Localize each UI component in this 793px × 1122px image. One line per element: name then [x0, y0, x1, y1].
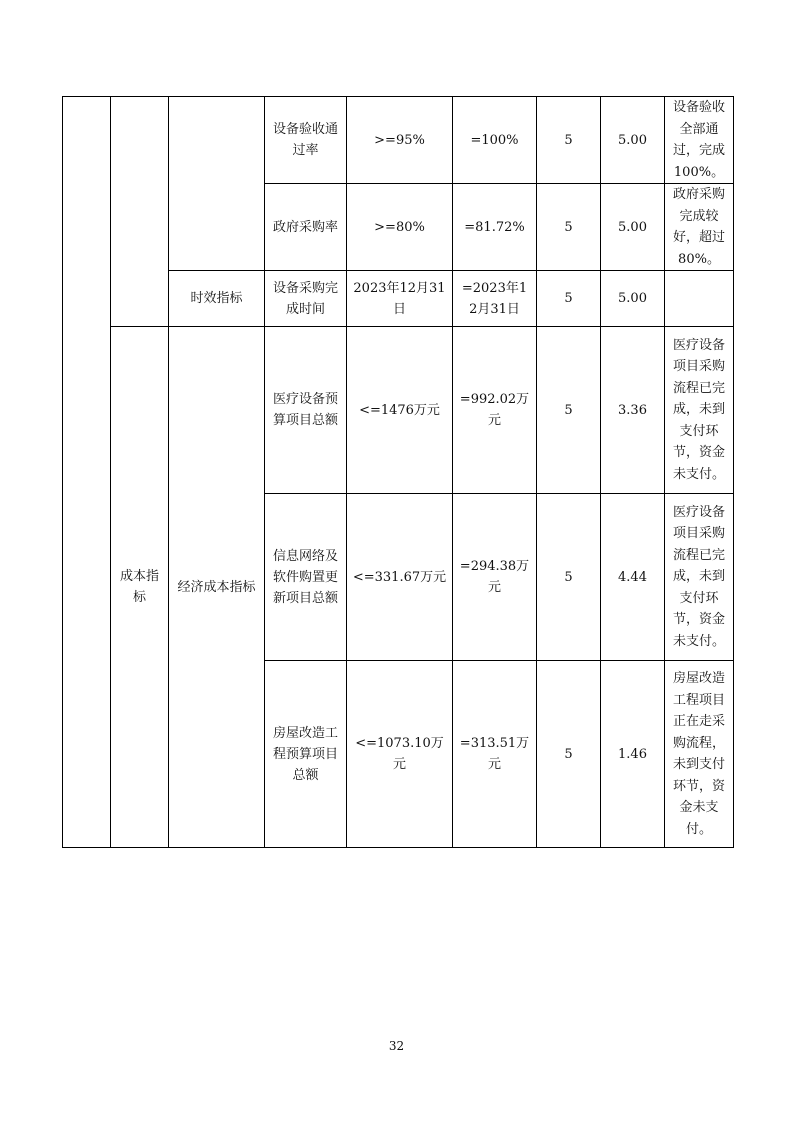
score-cell: 4.44	[601, 494, 665, 661]
weight-cell: 5	[537, 327, 601, 494]
page-number: 32	[388, 1039, 405, 1053]
weight-cell: 5	[537, 271, 601, 327]
target-cell: <=1476万元	[347, 327, 453, 494]
score-cell: 5.00	[601, 184, 665, 271]
score-cell: 3.36	[601, 327, 665, 494]
target-cell: 2023年12月31日	[347, 271, 453, 327]
actual-cell: =294.38万元	[453, 494, 537, 661]
blank-cell-col2	[111, 97, 169, 327]
indicator-cell: 医疗设备预算项目总额	[265, 327, 347, 494]
remark-cell	[665, 271, 734, 327]
actual-cell: =992.02万元	[453, 327, 537, 494]
target-cell: <=331.67万元	[347, 494, 453, 661]
actual-cell: =313.51万元	[453, 661, 537, 848]
remark-cell: 政府采购完成较好，超过80%。	[665, 184, 734, 271]
actual-cell: =2023年12月31日	[453, 271, 537, 327]
score-cell: 5.00	[601, 271, 665, 327]
indicator-cell: 设备采购完成时间	[265, 271, 347, 327]
indicator-cell: 政府采购率	[265, 184, 347, 271]
actual-cell: =81.72%	[453, 184, 537, 271]
table-row	[63, 327, 734, 494]
indicator-cell: 信息网络及软件购置更新项目总额	[265, 494, 347, 661]
remark-cell: 医疗设备项目采购流程已完成，未到支付环节，资金未支付。	[665, 327, 734, 494]
primary-indicator-cell: 成本指标	[111, 327, 169, 848]
secondary-indicator-cell: 经济成本指标	[169, 327, 265, 848]
blank-cell-col3	[169, 97, 265, 271]
target-cell: <=1073.10万元	[347, 661, 453, 848]
remark-cell: 设备验收全部通过，完成100%。	[665, 97, 734, 184]
weight-cell: 5	[537, 184, 601, 271]
performance-table	[62, 96, 734, 848]
table-row	[63, 97, 734, 184]
remark-cell: 房屋改造工程项目正在走采购流程，未到支付环节，资金未支付。	[665, 661, 734, 848]
indicator-cell: 房屋改造工程预算项目总额	[265, 661, 347, 848]
score-cell: 5.00	[601, 97, 665, 184]
target-cell: >=80%	[347, 184, 453, 271]
indicator-cell: 设备验收通过率	[265, 97, 347, 184]
weight-cell: 5	[537, 494, 601, 661]
score-cell: 1.46	[601, 661, 665, 848]
secondary-indicator-cell: 时效指标	[169, 271, 265, 327]
target-cell: >=95%	[347, 97, 453, 184]
blank-cell-col1	[63, 97, 111, 848]
remark-cell: 医疗设备项目采购流程已完成，未到支付环节，资金未支付。	[665, 494, 734, 661]
weight-cell: 5	[537, 97, 601, 184]
weight-cell: 5	[537, 661, 601, 848]
actual-cell: =100%	[453, 97, 537, 184]
